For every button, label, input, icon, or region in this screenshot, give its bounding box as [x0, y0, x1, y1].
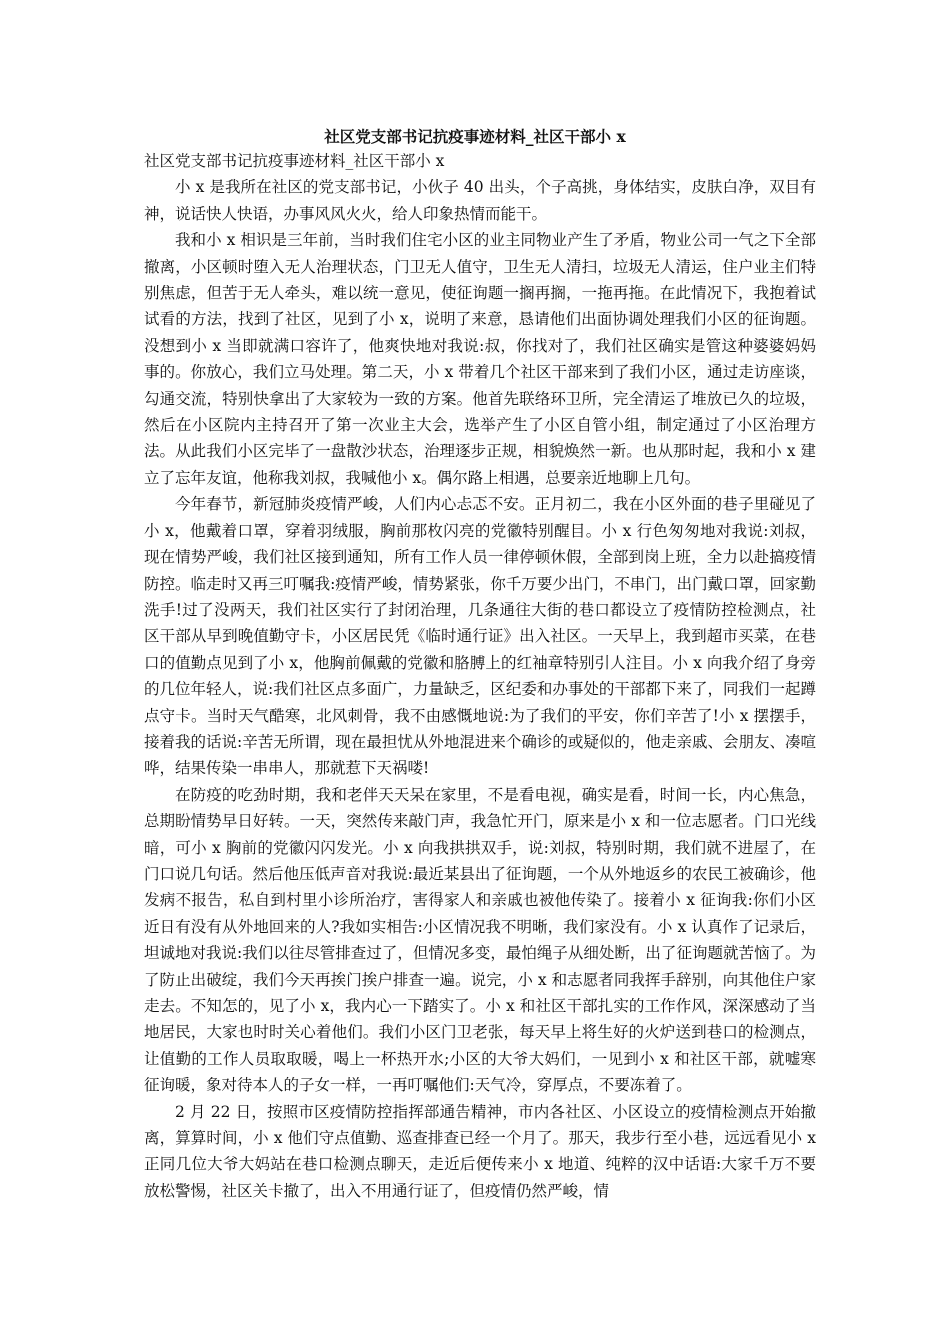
- document-subtitle: 社区党支部书记抗疫事迹材料_社区干部小 x: [144, 152, 445, 170]
- paragraph-1: 小 x 是我所在社区的党支部书记，小伙子 40 出头，个子高挑，身体结实，皮肤白净，双目有神，说话快人快语，办事风风火火，给人印象热情而能干。: [144, 178, 816, 223]
- document-title: 社区党支部书记抗疫事迹材料_社区干部小 x: [324, 127, 626, 146]
- paragraph-5: 2 月 22 日，按照市区疫情防控指挥部通告精神，市内各社区、小区设立的疫情检测点开始撤离，算算时间，小 x 他们守点值勤、巡查排查已经一个月了。那天，我步行至小巷，远远看见小 x 正同几位大爷大妈站在巷口检测点聊天，走近后便传来小 x 地道、纯粹的汉中话语:大家千万不要放松警惕，社区关卡撤了，出入不用通行证了，但疫情仍然严峻，情: [144, 1102, 816, 1200]
- paragraph-4: 在防疫的吃劲时期，我和老伴天天呆在家里，不是看电视，确实是看，时间一长，内心焦急，总期盼情势早日好转。一天，突然传来敲门声，我急忙开门，原来是小 x 和一位志愿者。门口光线暗，可小 x 胸前的党徽闪闪发光。小 x 向我拱拱双手，说:刘叔，特别时期，我们就不进屋了，在门口说几句话。然后他压低声音对我说:最近某县出了征询题，一个从外地返乡的农民工被确诊，他发病不报告，私自到村里小诊所治疗，害得家人和亲戚也被他传染了。接着小 x 征询我:你们小区近日有没有从外地回来的人?我如实相告:小区情况我不明晰，我们家没有。小 x 认真作了记录后，坦诚地对我说:我们以往尽管排查过了，但情况多变，最怕绳子从细处断，出了征询题就苦恼了。为了防止出破绽，我们今天再挨门挨户排查一遍。说完，小 x 和志愿者同我挥手辞别，向其他住户家走去。不知怎的，见了小 x，我内心一下踏实了。小 x 和社区干部扎实的工作作风，深深感动了当地居民，大家也时时关心着他们。我们小区门卫老张，每天早上将生好的火炉送到巷口的检测点，让值勤的工作人员取取暖，喝上一杯热开水;小区的大爷大妈们，一见到小 x 和社区干部，就嘘寒征询暖，象对待本人的子女一样，一再叮嘱他们:天气冷，穿厚点，不要冻着了。: [144, 785, 816, 1095]
- paragraph-3: 今年春节，新冠肺炎疫情严峻，人们内心忐忑不安。正月初二，我在小区外面的巷子里碰见了小 x，他戴着口罩，穿着羽绒服，胸前那枚闪亮的党徽特别醒目。小 x 行色匆匆地对我说:刘叔，现在情势严峻，我们社区接到通知，所有工作人员一律停顿休假，全部到岗上班，全力以赴搞疫情防控。临走时又再三叮嘱我:疫情严峻，情势紧张，你千万要少出门，不串门，出门戴口罩，回家勤洗手!过了没两天，我们社区实行了封闭治理，几条通往大街的巷口都设立了疫情防控检测点，社区干部从早到晚值勤守卡，小区居民凭《临时通行证》出入社区。一天早上，我到超市买菜，在巷口的值勤点见到了小 x，他胸前佩戴的党徽和胳膊上的红袖章特别引人注目。小 x 向我介绍了身旁的几位年轻人，说:我们社区点多面广，力量缺乏，区纪委和办事处的干部都下来了，同我们一起蹲点守卡。当时天气酷寒，北风刺骨，我不由感慨地说:为了我们的平安，你们辛苦了!小 x 摆摆手，接着我的话说:辛苦无所谓，现在最担忧从外地混进来个确诊的或疑似的，他走亲戚、会朋友、凑喧哗，结果传染一串串人，那就惹下天祸喽!: [144, 495, 816, 778]
- document-body: [144, 148, 816, 1204]
- paragraph-2: 我和小 x 相识是三年前，当时我们住宅小区的业主同物业产生了矛盾，物业公司一气之下全部撤离，小区顿时堕入无人治理状态，门卫无人值守，卫生无人清扫，垃圾无人清运，住户业主们特别焦虑，但苦于无人牵头，难以统一意见，使征询题一搁再搁，一拖再拖。在此情况下，我抱着试试看的方法，找到了社区，见到了小 x，说明了来意，恳请他们出面协调处理我们小区的征询题。没想到小 x 当即就满口容许了，他爽快地对我说:叔，你找对了，我们社区确实是管这种婆婆妈妈事的。你放心，我们立马处理。第二天，小 x 带着几个社区干部来到了我们小区，通过走访座谈，勾通交流，特别快拿出了大家较为一致的方案。他首先联络环卫所，完全清运了堆放已久的垃圾，然后在小区院内主持召开了第一次业主大会，选举产生了小区自管小组，制定通过了小区治理方法。从此我们小区完毕了一盘散沙状态，治理逐步正规，相貌焕然一新。也从那时起，我和小 x 建立了忘年友谊，他称我刘叔，我喊他小 x。偶尔路上相遇，总要亲近地聊上几句。: [144, 231, 816, 487]
